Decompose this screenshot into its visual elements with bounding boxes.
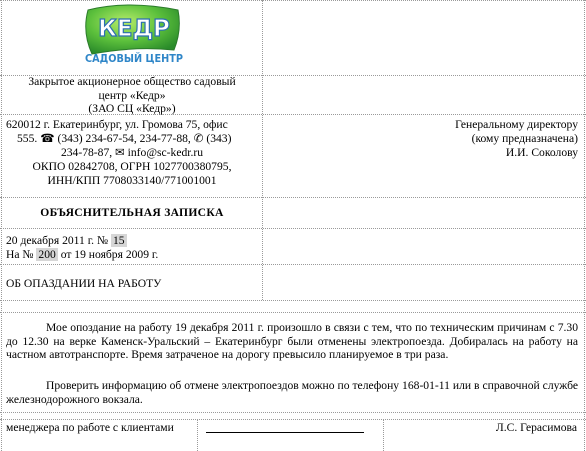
signature-line: [206, 432, 364, 433]
document-subject: ОБ ОПАЗДАНИИ НА РАБОТУ: [6, 277, 162, 290]
document-number-field[interactable]: 15: [112, 234, 125, 247]
document-reference-line: [6, 248, 158, 262]
company-short-name: (ЗАО СЦ «Кедр»): [88, 102, 176, 115]
addressee-line2: (кому предназначена): [471, 132, 578, 145]
document-type-title: ОБЪЯСНИТЕЛЬНАЯ ЗАПИСКА: [40, 206, 224, 219]
grid-line: [0, 264, 586, 265]
grid-line: [0, 197, 586, 198]
grid-line: [262, 0, 263, 300]
company-codes-line2: ИНН/КПП 7708033140/771001001: [47, 174, 217, 187]
document-date: 20 декабря 2011 г. №: [6, 234, 109, 247]
grid-line: [0, 412, 586, 413]
company-address-line3: 234-78-87, ✉ info@sc-kedr.ru: [60, 146, 204, 159]
svg-text:САДОВЫЙ ЦЕНТР: САДОВЫЙ ЦЕНТР: [85, 53, 190, 65]
addressee-line1: Генеральному директору: [455, 118, 578, 131]
signatory-position: менеджера по работе с клиентами: [6, 421, 174, 434]
grid-line: [197, 419, 198, 451]
addressee-line3: И.И. Соколову: [505, 146, 578, 159]
grid-line: [0, 0, 586, 1]
signatory-name: Л.С. Герасимова: [495, 421, 577, 434]
grid-line: [0, 419, 586, 420]
company-codes-line1: ОКПО 02842708, ОГРН 1027700380795,: [32, 160, 232, 173]
grid-line: [0, 312, 586, 313]
company-name-line2: центр «Кедр»: [98, 89, 166, 102]
grid-line: [1, 0, 2, 451]
reference-suffix: от 19 ноября 2009 г.: [60, 248, 159, 261]
company-name-line1: Закрытое акционерное общество садовый: [28, 75, 236, 88]
reference-prefix: На №: [6, 248, 34, 261]
grid-line: [0, 300, 586, 301]
svg-text:КЕДР: КЕДР: [98, 16, 170, 42]
company-address-line2: 555. ☎ (343) 234-67-54, 234-77-88, ✆ (343): [17, 132, 232, 145]
reference-number-field[interactable]: 200: [38, 248, 56, 261]
grid-line: [383, 419, 384, 451]
company-address-line1: 620012 г. Екатеринбург, ул. Громова 75, офис: [6, 118, 228, 131]
body-paragraph-2: Проверить информацию об отмене электропоездов можно по телефону 168-01-11 или в справочной службе железнодорожного вокзала.: [6, 379, 578, 406]
grid-line: [0, 228, 586, 229]
grid-line: [584, 0, 585, 451]
body-paragraph-1: Мое опоздание на работу 19 декабря 2011 г. произошло в связи с тем, что по техническим причинам с 7.30 до 12.30 на верке Каменск-Уральский – Екатеринбург были отменены электропоезда. Добиралась на работу на частном автотранспорте. Время затраченое на дорогу превысило планируемое в три раза.: [6, 321, 578, 362]
document-date-line: [6, 234, 127, 248]
company-logo: [78, 2, 190, 68]
